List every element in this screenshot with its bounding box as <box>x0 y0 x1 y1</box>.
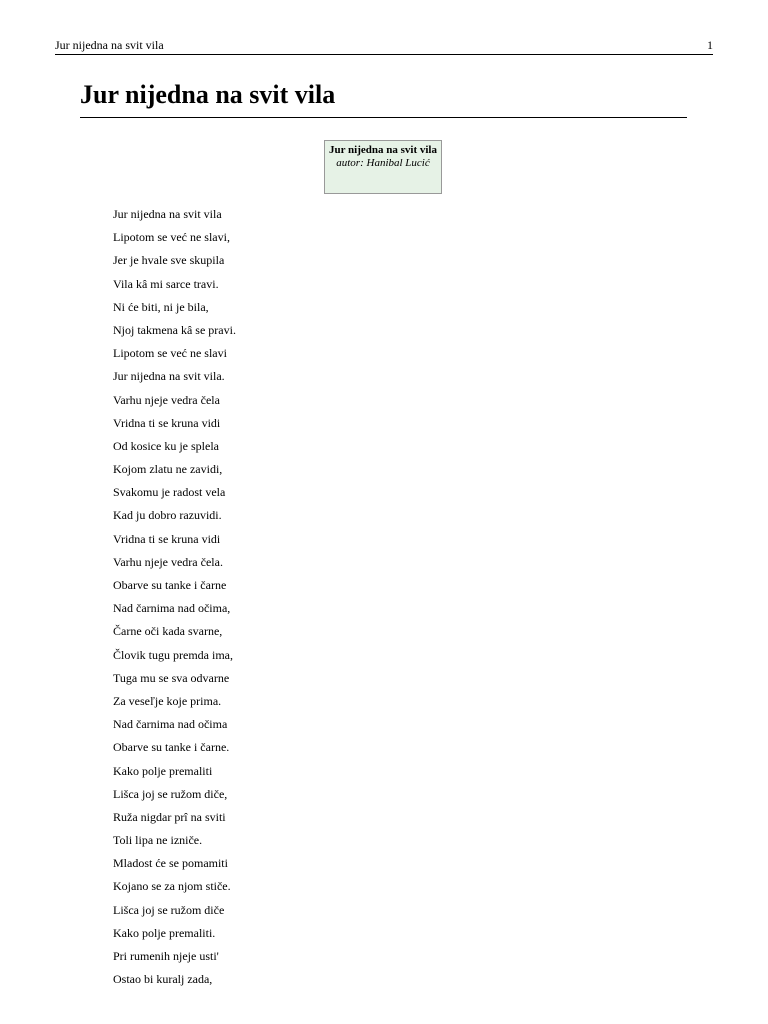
poem-line: Lišca joj se ružom diče <box>113 902 225 917</box>
poem-line: Mladost će se pomamiti <box>113 856 228 871</box>
poem-line: Pri rumenih njeje usti' <box>113 949 219 963</box>
poem-line: Svakomu je radost vela <box>113 485 226 500</box>
poem-line: Ni će biti, ni je bila, <box>113 299 209 314</box>
poem-line: Lipotom se već ne slavi <box>113 346 227 361</box>
poem-line: Toli lipa ne izniče. <box>113 833 203 848</box>
poem-line: Nad čarnima nad očima <box>113 717 228 732</box>
poem-line: Jur nijedna na svit vila. <box>113 369 225 384</box>
poem-line: Varhu njeje vedra čela <box>113 392 220 407</box>
info-box <box>324 140 442 194</box>
poem-line: Ostao bi kuralj zada, <box>113 972 213 987</box>
poem-line: Za veseľje koje prima. <box>113 693 222 708</box>
poem-line: Kad ju dobro razuvidi. <box>113 508 222 523</box>
poem-line: Kojom zlatu ne zavidi, <box>113 462 223 477</box>
info-box-title: Jur nijedna na svit vila <box>329 144 437 156</box>
poem-line: Človik tugu premda ima, <box>113 647 233 662</box>
poem-line: Nad čarnima nad očima, <box>113 601 231 616</box>
poem-line: Varhu njeje vedra čela. <box>113 554 223 569</box>
poem-line: Obarve su tanke i čarne <box>113 578 227 592</box>
poem-line: Čarne oči kada svarne, <box>113 624 223 639</box>
poem-line: Kako polje premaliti. <box>113 925 216 940</box>
poem-text <box>113 203 236 991</box>
poem-line: Ruža nigdar prî na sviti <box>113 809 226 824</box>
poem-line: Vridna ti se kruna vidi <box>113 415 221 430</box>
page-title: Jur nijedna na svit vila <box>80 78 687 118</box>
poem-line: Jer je hvale sve skupila <box>113 253 225 268</box>
page-number: 1 <box>707 38 713 52</box>
poem-line: Obarve su tanke i čarne. <box>113 740 230 755</box>
poem-line: Lipotom se već ne slavi, <box>113 230 230 245</box>
poem-line: Lišca joj se ružom diče, <box>113 786 228 801</box>
poem-line: Tuga mu se sva odvarne <box>113 670 230 685</box>
poem-line: Vila kâ mi sarce travi. <box>113 276 219 291</box>
running-header <box>55 38 713 55</box>
info-box-author: autor: Hanibal Lucić <box>336 157 430 169</box>
poem-line: Kako polje premaliti <box>113 763 213 778</box>
poem-line: Vridna ti se kruna vidi <box>113 531 221 546</box>
poem-line: Jur nijedna na svit vila <box>113 207 222 221</box>
running-header-title: Jur nijedna na svit vila <box>55 38 164 52</box>
poem-line: Njoj takmena kâ se pravi. <box>113 322 236 337</box>
poem-line: Kojano se za njom stiče. <box>113 879 231 894</box>
poem-line: Od kosice ku je splela <box>113 438 219 453</box>
